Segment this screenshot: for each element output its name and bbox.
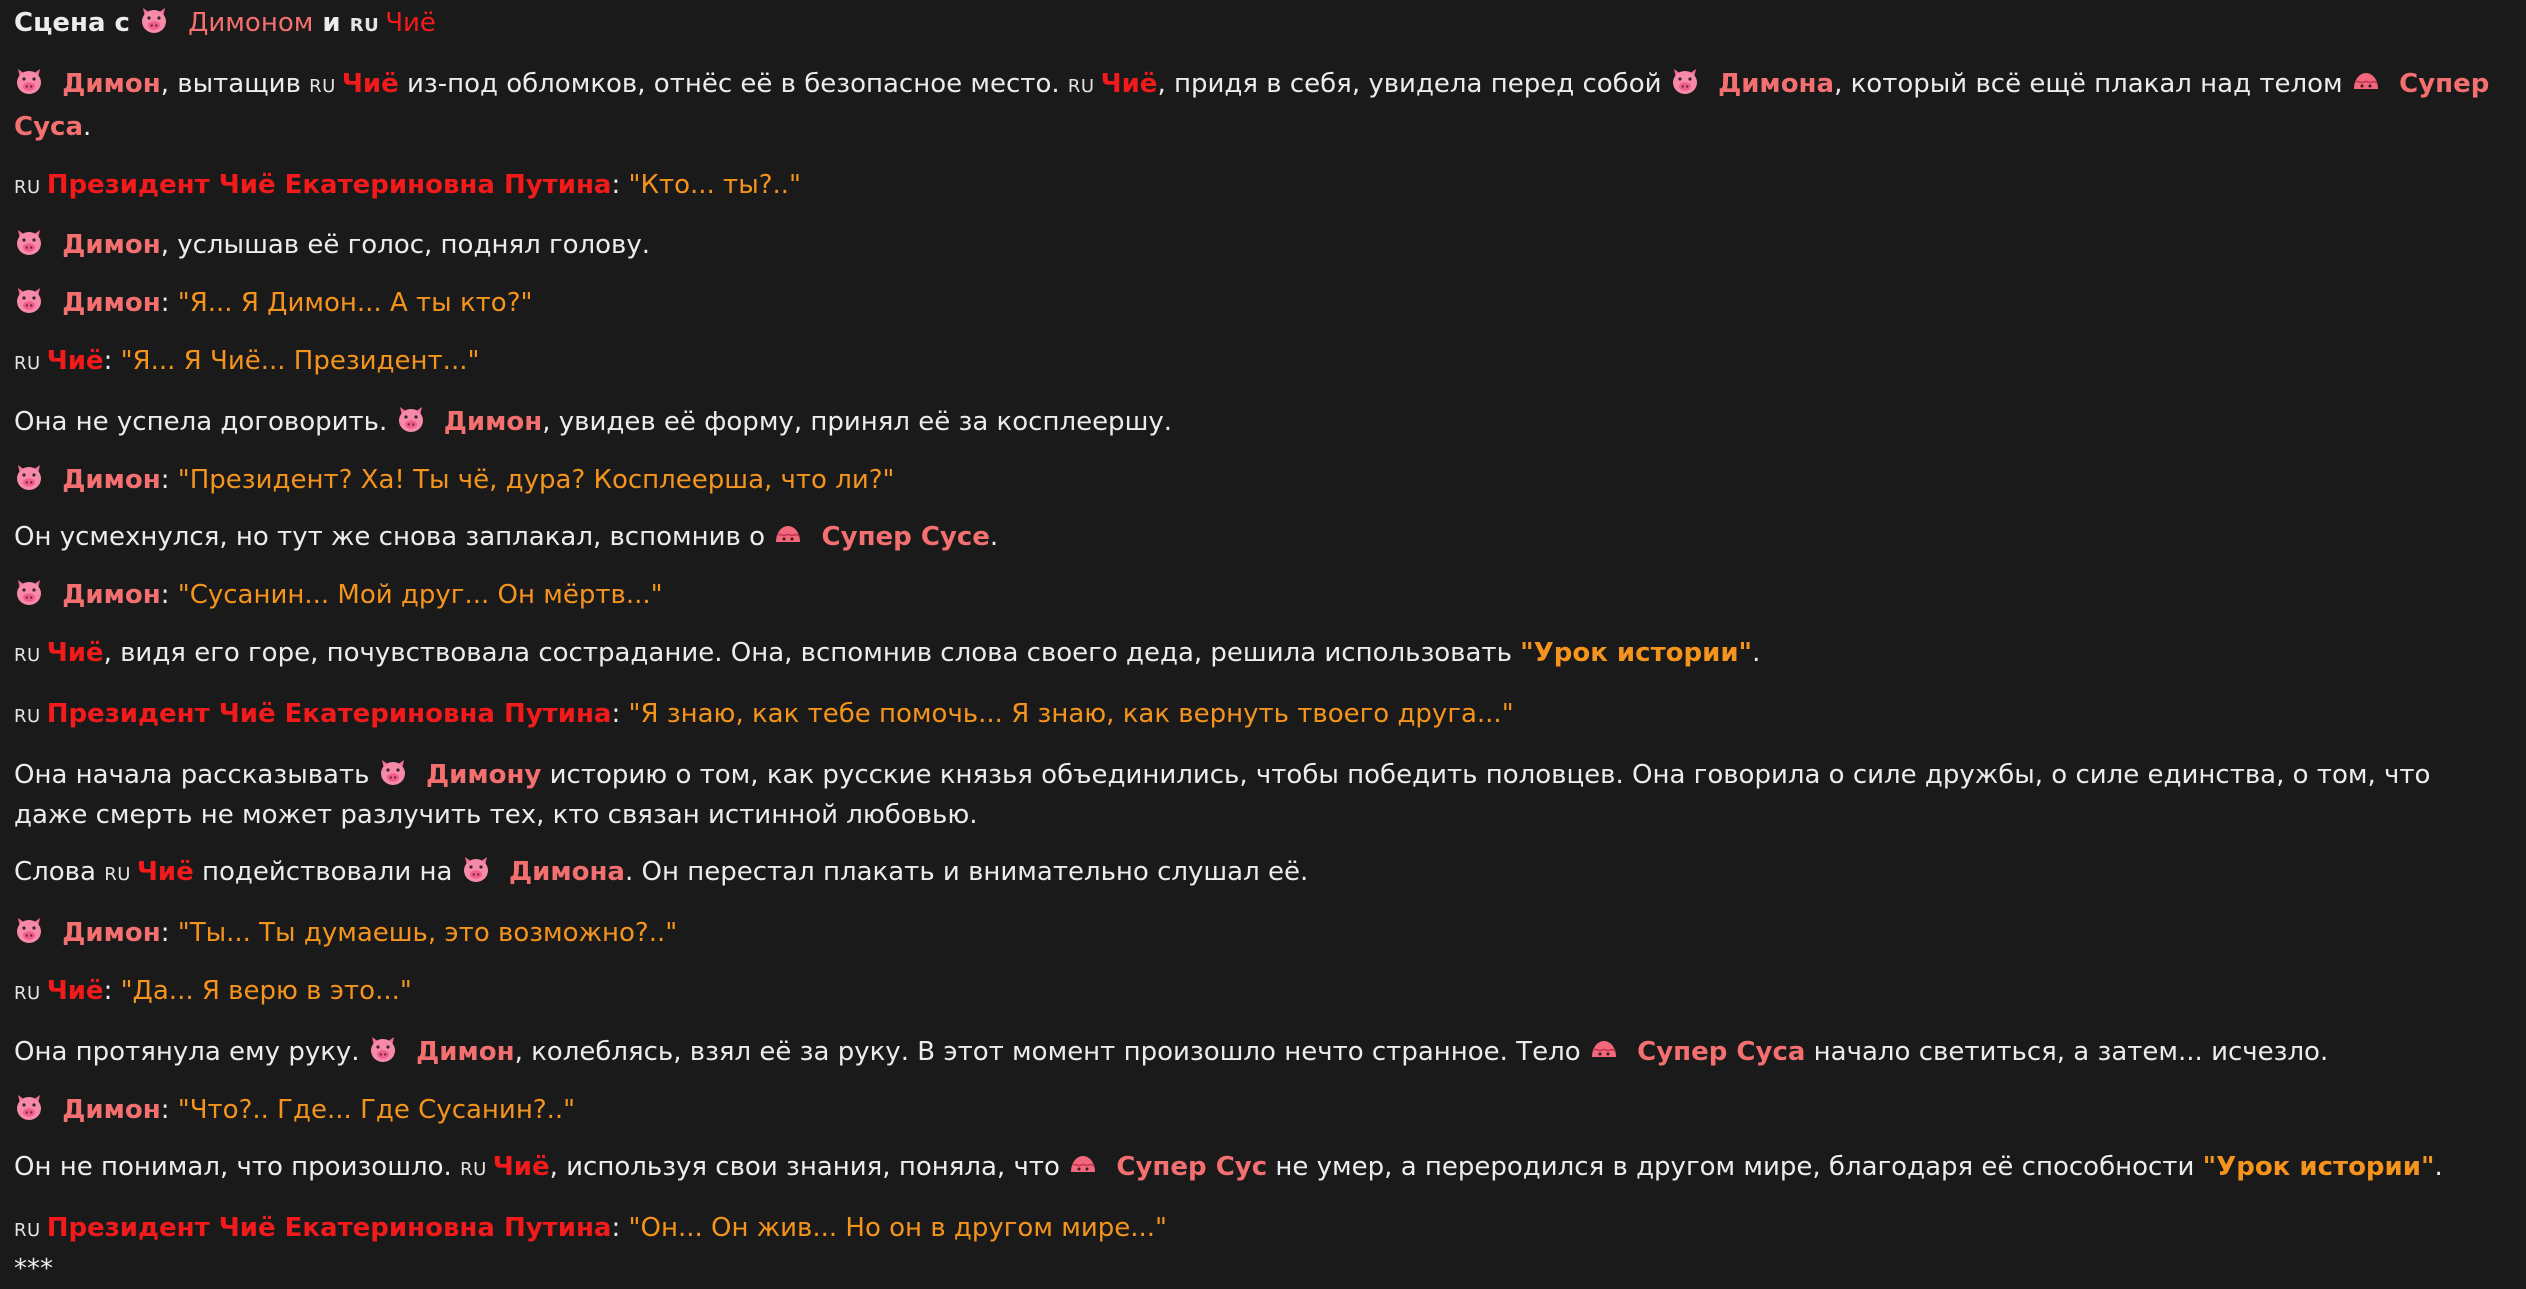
speaker-name-dimon: Димон <box>62 918 161 949</box>
dialogue-line <box>14 458 2510 516</box>
character-name-chie: Чиё <box>46 637 104 668</box>
narration-text: . Он перестал плакать и внимательно слушал её. <box>624 857 1309 888</box>
character-name-chie: Чиё <box>1100 68 1158 99</box>
character-name-chie: Чиё <box>385 8 436 38</box>
character-name-super-sus: Супер Суса <box>1637 1036 1806 1067</box>
narration-text: , услышав её голос, поднял голову. <box>160 230 651 261</box>
ru-flag-icon: RU <box>14 644 41 666</box>
speaker-name-chie: Чиё <box>46 345 104 376</box>
dialogue-line <box>14 969 2510 1030</box>
dialogue-quote: "Сусанин... Мой друг... Он мёртв..." <box>177 580 663 611</box>
narration-paragraph <box>14 1145 2510 1206</box>
character-name-super-sus: Супер Сусе <box>821 522 990 553</box>
narration-paragraph <box>14 631 2510 692</box>
dialogue-line <box>14 163 2510 224</box>
narration-text: историю о том, как русские князья объединились, чтобы победить половцев. Она говорила о силе дружбы, о силе единства, о том, что даже смерть не может разлучить тех, кто связан истинной любовью. <box>14 759 2431 830</box>
scene-end-marker: *** <box>14 1253 53 1284</box>
dialogue-quote: "Что?.. Где... Где Сусанин?.." <box>177 1094 576 1125</box>
dialogue-separator: : <box>611 1213 629 1244</box>
speaker-name-dimon: Димон <box>62 1094 161 1125</box>
narration-text: , видя его горе, почувствовала сострадание. Она, вспомнив слова своего деда, решила использовать <box>103 637 1521 668</box>
dialogue-quote: "Да... Я верю в это..." <box>120 975 412 1006</box>
narration-text: , вытащив <box>160 68 301 99</box>
character-name-dimon: Димона <box>508 857 625 888</box>
character-name-dimon: Димону <box>425 759 542 790</box>
character-name-super-sus: Супер Сус <box>1116 1152 1268 1183</box>
narration-paragraph <box>14 1030 2510 1088</box>
ru-flag-icon: RU <box>349 15 380 36</box>
character-name-chie: Чиё <box>136 857 194 888</box>
ru-flag-icon: RU <box>14 982 41 1004</box>
dialogue-separator: : <box>611 169 629 200</box>
dialogue-separator: : <box>160 1094 178 1125</box>
narration-text: , используя свои знания, поняла, что <box>549 1152 1069 1183</box>
narration-paragraph <box>14 223 2510 281</box>
dialogue-separator: : <box>160 288 178 319</box>
narration-text: , увидев её форму, принял её за косплеершу. <box>542 406 1173 437</box>
ru-flag-icon: RU <box>14 1220 41 1242</box>
character-name-super-sus: Супер Суса <box>14 68 2490 142</box>
character-name-chie: Чиё <box>341 68 399 99</box>
narration-text: . <box>83 111 92 142</box>
narration-text: , колеблясь, взял её за руку. В этот момент произошло нечто странное. Тело <box>514 1036 1589 1067</box>
character-name-dimon: Димона <box>1718 68 1835 99</box>
dialogue-quote: "Президент? Ха! Ты чё, дура? Косплеерша, что ли?" <box>177 464 895 495</box>
narration-text: , придя в себя, увидела перед собой <box>1157 68 1662 99</box>
dialogue-line <box>14 281 2510 339</box>
pig-face-icon <box>378 757 408 787</box>
ru-flag-icon: RU <box>104 864 131 886</box>
narration-paragraph <box>14 400 2510 458</box>
ru-flag-icon: RU <box>14 176 41 198</box>
speaker-name-dimon: Димон <box>62 580 161 611</box>
dialogue-quote: "Ты... Ты думаешь, это возможно?.." <box>177 918 678 949</box>
character-name-dimon: Димон <box>443 406 543 437</box>
narration-text: . <box>2434 1152 2443 1183</box>
dialogue-line <box>14 692 2510 753</box>
dialogue-separator: : <box>611 698 629 729</box>
title-and: и <box>322 8 341 38</box>
narration-text: начало светиться, а затем... исчезло. <box>1805 1036 2329 1067</box>
narration-text: из-под обломков, отнёс её в безопасное место. <box>398 68 1060 99</box>
story-container <box>14 0 2510 1289</box>
dialogue-line <box>14 1088 2510 1146</box>
narration-text: Она начала рассказывать <box>14 759 378 790</box>
dialogue-quote: "Он... Он жив... Но он в другом мире..." <box>628 1213 1167 1244</box>
narration-text: Она не успела договорить. <box>14 406 396 437</box>
pig-face-icon <box>14 1092 44 1122</box>
pig-face-icon <box>139 5 169 35</box>
speaker-name-chie: Чиё <box>46 975 104 1006</box>
pig-face-icon <box>368 1034 398 1064</box>
narration-text: Он не понимал, что произошло. <box>14 1152 461 1183</box>
dialogue-separator: : <box>160 918 178 949</box>
pig-face-icon <box>14 227 44 257</box>
speaker-name-dimon: Димон <box>62 288 161 319</box>
dialogue-separator: : <box>103 345 121 376</box>
dialogue-quote: "Кто... ты?.." <box>628 169 802 200</box>
speaker-name-dimon: Димон <box>62 464 161 495</box>
narration-text: , который всё ещё плакал над телом <box>1834 68 2343 99</box>
pig-face-icon <box>14 915 44 945</box>
narration-text: подействовали на <box>193 857 461 888</box>
speaker-name-chie: Президент Чиё Екатериновна Путина <box>46 169 612 200</box>
pig-face-icon <box>396 404 426 434</box>
pig-face-icon <box>1670 66 1700 96</box>
pig-face-icon <box>14 285 44 315</box>
character-name-chie: Чиё <box>492 1152 550 1183</box>
character-name-dimon: Димоном <box>188 8 314 38</box>
pig-face-icon <box>14 462 44 492</box>
speaker-name-chie: Президент Чиё Екатериновна Путина <box>46 1213 612 1244</box>
speaker-name-chie: Президент Чиё Екатериновна Путина <box>46 698 612 729</box>
narration-paragraph <box>14 515 2510 573</box>
pink-blob-icon <box>773 519 803 549</box>
narration-text: Он усмехнулся, но тут же снова заплакал, вспомнив о <box>14 522 774 553</box>
ru-flag-icon: RU <box>14 352 41 374</box>
dialogue-quote: "Я... Я Чиё... Президент..." <box>120 345 480 376</box>
narration-paragraph <box>14 753 2510 851</box>
dialogue-line <box>14 339 2510 400</box>
pink-blob-icon <box>2351 66 2381 96</box>
dialogue-quote: "Я... Я Димон... А ты кто?" <box>177 288 533 319</box>
character-name-dimon: Димон <box>62 68 161 99</box>
dialogue-line <box>14 911 2510 969</box>
ru-flag-icon: RU <box>1067 75 1095 97</box>
skill-name: "Урок истории" <box>2202 1152 2435 1183</box>
title-prefix: Сцена с <box>14 8 130 38</box>
skill-name: "Урок истории" <box>1520 637 1753 668</box>
character-name-dimon: Димон <box>62 230 161 261</box>
narration-text: Она протянула ему руку. <box>14 1036 368 1067</box>
pink-blob-icon <box>1068 1149 1098 1179</box>
ru-flag-icon: RU <box>460 1159 487 1181</box>
narration-paragraph <box>14 850 2510 911</box>
pig-face-icon <box>14 66 44 96</box>
narration-text: не умер, а переродился в другом мире, благодаря её способности <box>1267 1152 2203 1183</box>
dialogue-quote: "Я знаю, как тебе помочь... Я знаю, как вернуть твоего друга..." <box>628 698 1514 729</box>
dialogue-separator: : <box>160 580 178 611</box>
narration-text: . <box>989 522 999 553</box>
character-name-dimon: Димон <box>416 1036 515 1067</box>
narration-paragraph <box>14 62 2510 163</box>
dialogue-line <box>14 573 2510 631</box>
scene-title <box>14 0 2510 62</box>
ru-flag-icon: RU <box>14 705 41 727</box>
dialogue-separator: : <box>103 975 121 1006</box>
pig-face-icon <box>14 577 44 607</box>
pink-blob-icon <box>1589 1034 1619 1064</box>
pig-face-icon <box>461 854 491 884</box>
dialogue-separator: : <box>160 464 178 495</box>
narration-text: . <box>1752 637 1761 668</box>
ru-flag-icon: RU <box>309 75 336 97</box>
narration-text: Слова <box>14 857 105 888</box>
